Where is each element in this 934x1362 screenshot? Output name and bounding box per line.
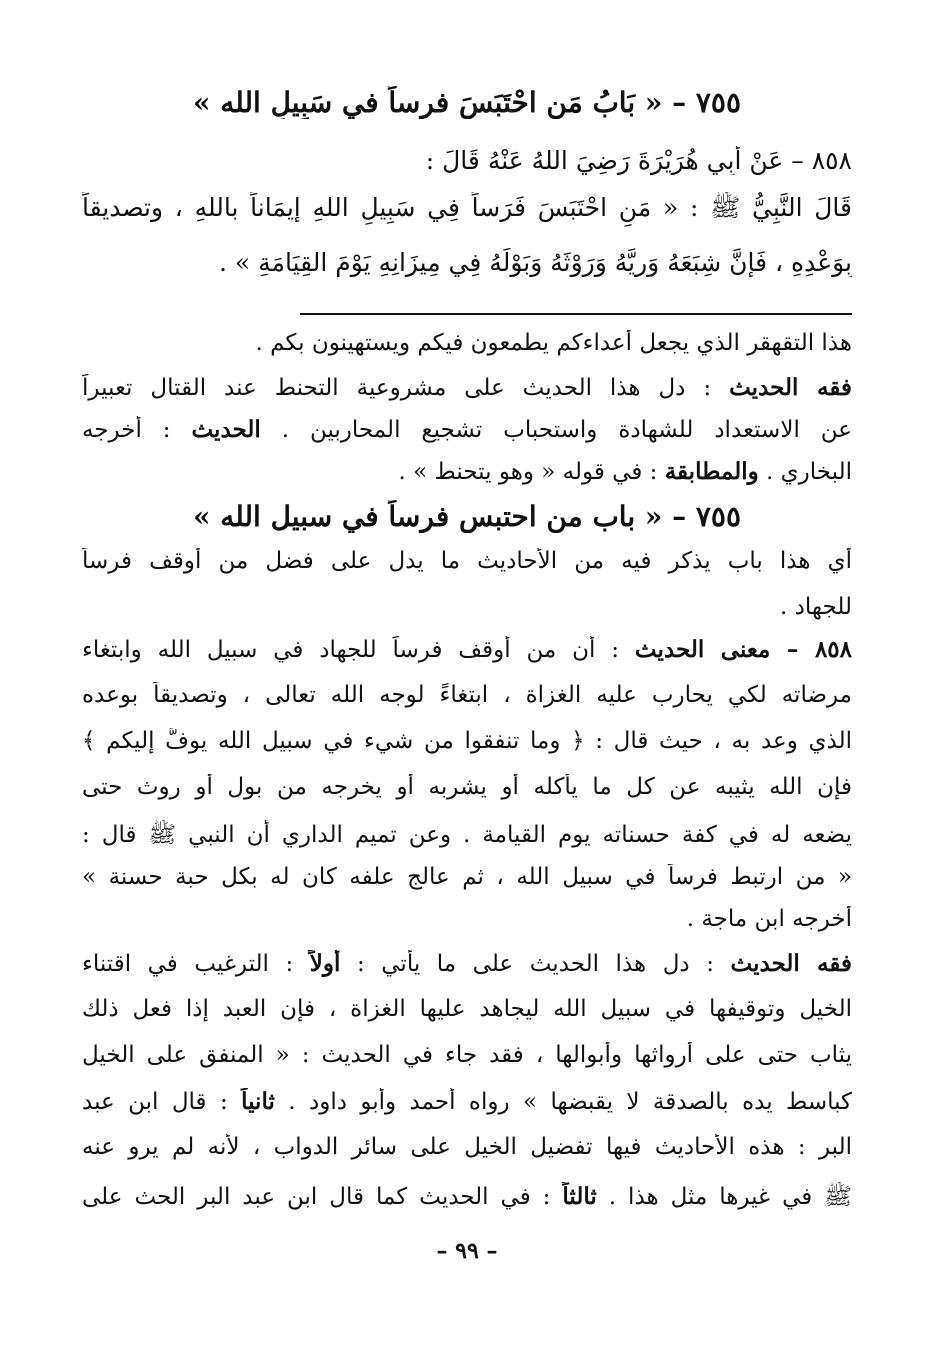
fiqh-paragraph-line — [82, 458, 852, 485]
fiqh-text: : أخرجه — [82, 417, 192, 443]
fiqh2-line — [82, 950, 852, 977]
hadith-source-label: الحديث — [191, 416, 261, 443]
intro-line: أي هذا باب يذكر فيه من الأحاديث ما يدل على فضل من أوقف فرساً — [82, 548, 852, 574]
hadith-text-line: قَالَ النَّبِيُّ ﷺ : « مَنِ احْتَبَسَ فَرَساً فِي سَبِيلِ اللهِ إيمَاناً باللهِ ، وتصديقاً — [82, 193, 852, 222]
second-point-label: ثانياً — [241, 1088, 275, 1115]
meaning-line — [82, 636, 852, 663]
fiqh-text: : دل هذا الحديث على ما يأتي : — [340, 951, 731, 977]
correspondence-label: والمطابقة — [664, 458, 759, 485]
meaning-line: أخرجه ابن ماجة . — [686, 906, 852, 932]
fiqh-text: البخاري . — [758, 459, 852, 485]
hadith-text-line: بِوَعْدِهِ ، فَإِنَّ شِبَعَهُ وَرِيَّهُ وَرَوْثَهُ وَبَوْلَهُ فِي مِيزَانِهِ يَوْمَ القِيَامَةِ » . — [219, 248, 852, 277]
fiqh-label: فقه الحديث — [729, 374, 852, 401]
fiqh-text: ﷺ في غيرها مثل هذا . — [596, 1184, 852, 1210]
fiqh2-line: الخيل وتوقيفها في سبيل الله ليجاهد عليها الغزاة ، فإن العبد إذا فعل ذلك — [82, 996, 852, 1022]
fiqh2-line — [82, 1182, 852, 1216]
fiqh-text: : دل هذا الحديث على مشروعية التحنط عند القتال تعبيراً — [82, 375, 730, 401]
commentary-title: ٧٥٥ – « باب من احتبس فرساً في سبيل الله » — [193, 500, 741, 533]
fiqh2-line — [82, 1088, 852, 1115]
intro-line: للجهاد . — [780, 594, 852, 620]
fiqh-text: عن الاستعداد للشهادة واستحباب تشجيع المحاربين . — [260, 417, 852, 443]
fiqh-text: : في قوله « وهو يتحنط » . — [398, 459, 665, 485]
fiqh-paragraph-line — [82, 374, 852, 401]
fiqh-label: فقه الحديث — [730, 950, 852, 977]
meaning-text: : أن من أوقف فرساً للجهاد في سبيل الله وابتغاء — [82, 637, 635, 663]
separator-rule — [300, 313, 852, 315]
fiqh-text: : في الحديث كما قال ابن عبد البر الحث على — [82, 1184, 563, 1210]
meaning-line: يضعه له في كفة حسناته يوم القيامة . وعن تميم الداري أن النبي ﷺ قال : — [82, 822, 852, 848]
meaning-line: الذي وعد به ، حيث قال : ﴿ وما تنفقوا من شيء في سبيل الله يوفَّ إليكم ﴾ — [82, 728, 852, 754]
hadith-narrator-line: ٨٥٨ – عَنْ أَبِي هُرَيْرَةَ رَضِيَ اللهُ عَنْهُ قَالَ : — [425, 146, 852, 175]
footnote-line: هذا التقهقر الذي يجعل أعداءكم يطمعون فيكم ويستهينون بكم . — [255, 330, 852, 356]
fiqh2-line: البر : هذه الأحاديث فيها تفضيل الخيل على سائر الدواب ، لأنه لم يرو عنه — [82, 1134, 852, 1160]
first-point-label: أولاً — [309, 950, 341, 977]
meaning-line: « من ارتبط فرساً في سبيل الله ، ثم عالج علفه كان له بكل حبة حسنة » — [82, 864, 852, 890]
fiqh-text: : الترغيب في اقتناء — [82, 951, 310, 977]
chapter-title: ٧٥٥ – « بَابُ مَنِ احْتَبَسَ فرساً في سَبِيلِ الله » — [193, 86, 741, 119]
fiqh-paragraph-line — [82, 416, 852, 443]
meaning-line: فإن الله يثيبه عن كل ما يأكله أو يشربه أو يخرجه من بول أو روث حتى — [82, 774, 852, 800]
fiqh-text: كباسط يده بالصدقة لا يقبضها » رواه أحمد وأبو داود . — [274, 1089, 852, 1115]
page-number: – ٩٩ – — [436, 1238, 498, 1264]
fiqh-text: : قال ابن عبد — [82, 1089, 242, 1115]
third-point-label: ثالثاً — [562, 1183, 597, 1210]
meaning-line: مرضاته لكي يحارب عليه الغزاة ، ابتغاءً لوجه الله تعالى ، وتصديقاً بوعده — [82, 682, 852, 708]
meaning-label: ٨٥٨ – معنى الحديث — [634, 636, 852, 663]
fiqh2-line: يثاب حتى على أرواثها وأبوالها ، فقد جاء في الحديث : « المنفق على الخيل — [82, 1042, 852, 1068]
